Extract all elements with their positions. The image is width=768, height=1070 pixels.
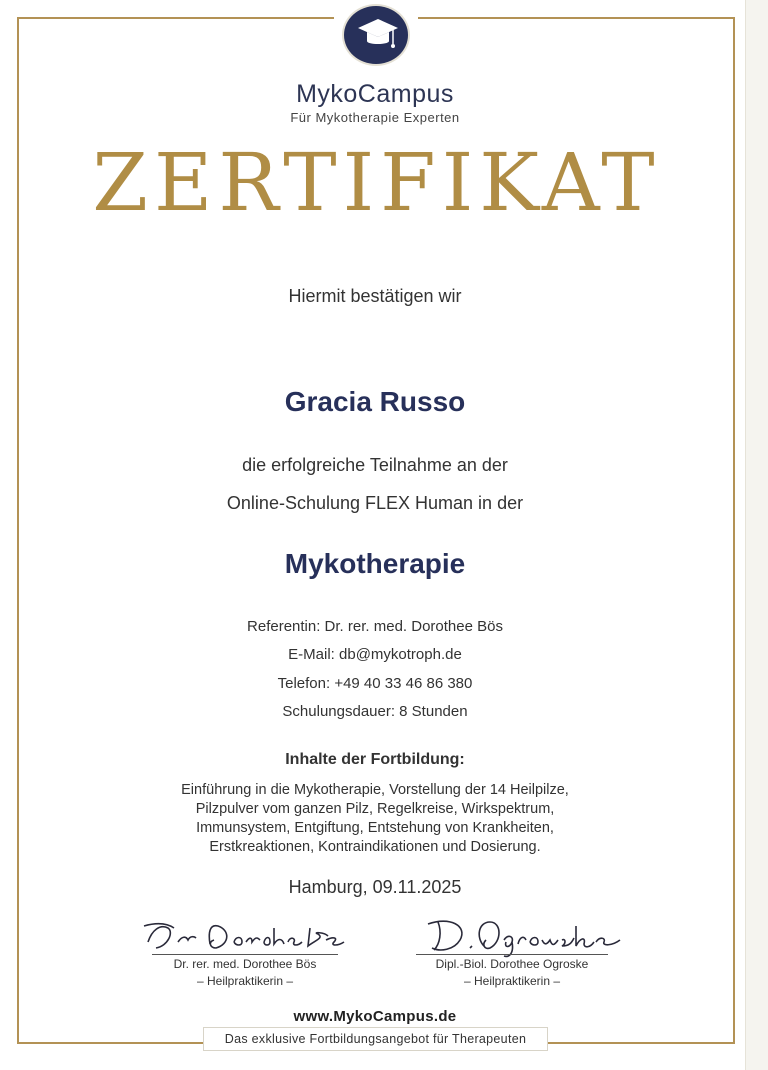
detail-telefon: Telefon: +49 40 33 46 86 380 [277,675,473,692]
logo-badge [342,4,410,66]
footer-url: www.MykoCampus.de [293,1008,457,1025]
contents-line: Einführung in die Mykotherapie, Vorstellung der 14 Heilpilze, [181,782,569,798]
brand-name: MykoCampus [296,80,454,108]
signature-2 [420,912,630,958]
participation-line-2: Online-Schulung FLEX Human in der [226,493,524,513]
participation-line-1: die erfolgreiche Teilnahme an der [242,455,508,475]
logo [334,0,418,70]
detail-referentin: Referentin: Dr. rer. med. Dorothee Bös [247,618,503,635]
certificate-title: ZERTIFIKAT [92,136,661,229]
footer-tagline: Das exklusive Fortbildungsangebot für Therapeuten [203,1027,548,1051]
signer-2-name: Dipl.-Biol. Dorothee Ogroske [435,957,589,971]
contents-line: Pilzpulver vom ganzen Pilz, Regelkreise, Wirkspektrum, [195,801,555,817]
intro-text: Hiermit bestätigen wir [288,286,462,306]
recipient-name: Gracia Russo [284,386,466,417]
signature-line-2 [416,954,608,955]
detail-duration: Schulungsdauer: 8 Stunden [282,703,468,720]
brand-subtitle: Für Mykotherapie Experten [290,110,460,125]
signer-1-name: Dr. rer. med. Dorothee Bös [173,957,317,971]
graduation-cap-icon [356,16,400,56]
signature-line-1 [152,954,338,955]
detail-email: E-Mail: db@mykotroph.de [288,646,462,663]
place-date: Hamburg, 09.11.2025 [288,877,462,897]
signature-1 [138,912,348,958]
contents-heading: Inhalte der Fortbildung: [285,751,465,768]
signer-2-role: – Heilpraktikerin – [463,974,561,988]
contents-line: Erstkreaktionen, Kontraindikationen und Dosierung. [209,839,541,855]
signer-1-role: – Heilpraktikerin – [196,974,294,988]
course-title: Mykotherapie [284,548,466,579]
contents-line: Immunsystem, Entgiftung, Entstehung von Krankheiten, [196,820,554,836]
